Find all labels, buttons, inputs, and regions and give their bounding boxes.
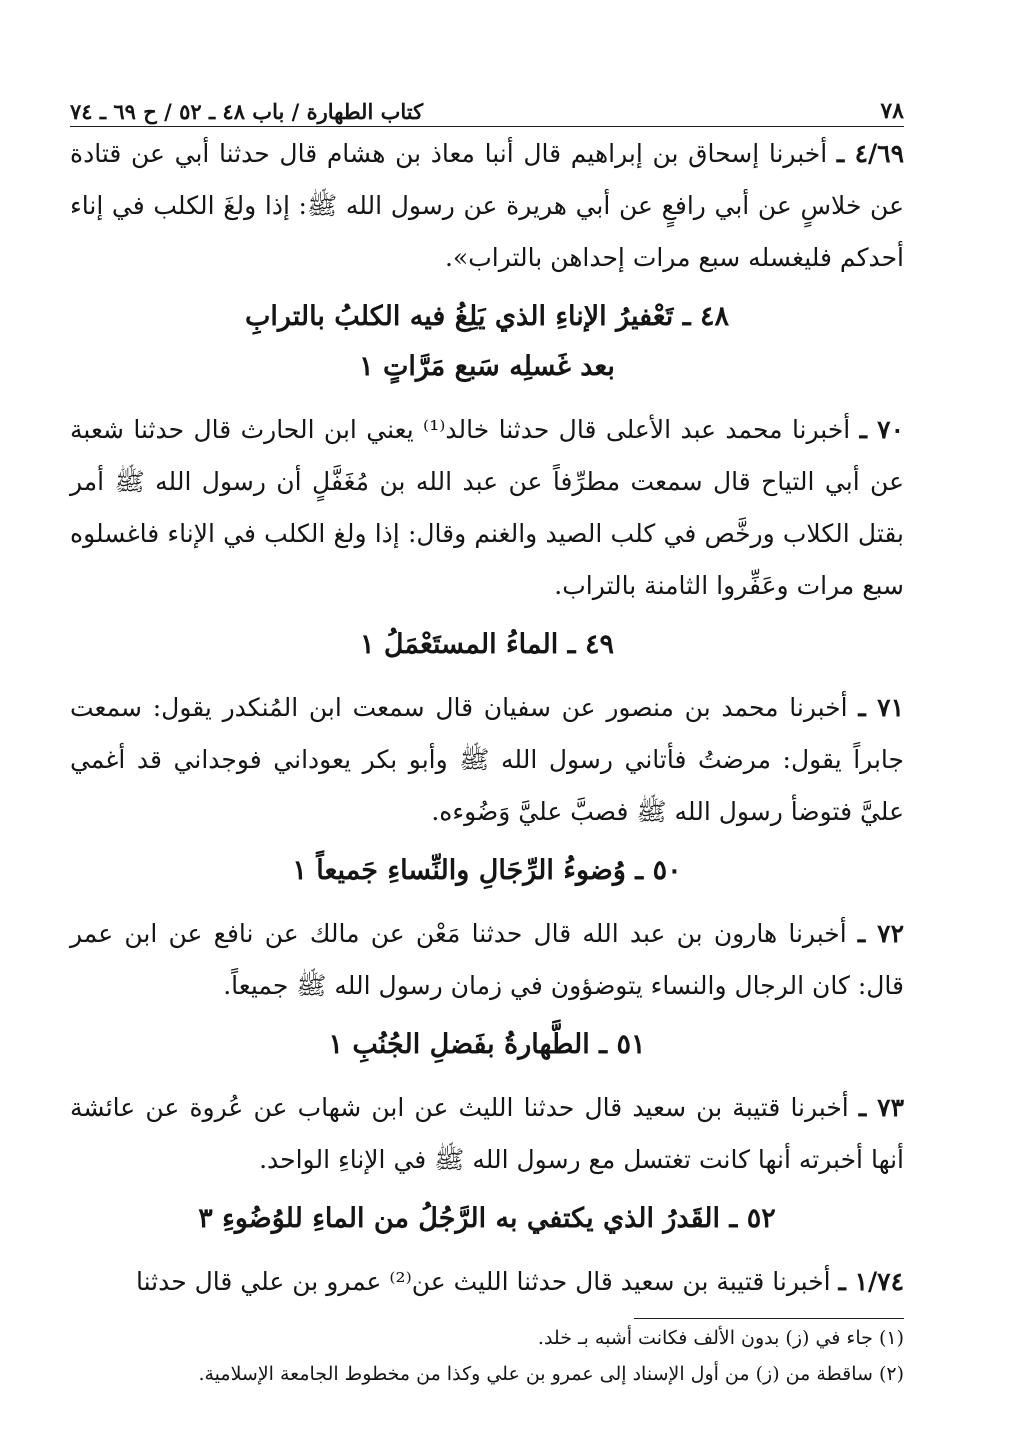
chapter-heading-48 bbox=[70, 292, 904, 392]
hadith-73 bbox=[70, 1082, 904, 1186]
page-number: ٧٨ bbox=[880, 98, 904, 124]
hadith-text: أخبرنا إسحاق بن إبراهيم قال أنبا معاذ بن هشام قال حدثنا أبي عن قتادة عن خلاسٍ عن أبي رافعٍ عن أبي هريرة عن رسول الله ﷺ: إذا ولغَ الكلب في إناء أحدكم فليغسله سبع مرات إحداهن بالتراب». bbox=[70, 139, 904, 272]
hadith-number: ٧٣ ـ bbox=[858, 1093, 904, 1122]
running-header bbox=[70, 88, 904, 127]
footnote-1: (١) جاء في (ز) بدون الألف فكانت أشبه بـ خلد. bbox=[537, 1327, 904, 1349]
hadith-69 bbox=[70, 128, 904, 284]
hadith-text: أخبرنا قتيبة بن سعيد قال حدثنا الليث عن⁽²⁾ عمرو بن علي قال حدثنا bbox=[135, 1267, 839, 1296]
hadith-number: ٧١ ـ bbox=[858, 693, 904, 722]
hadith-text: أخبرنا محمد عبد الأعلى قال حدثنا خالد⁽¹⁾ يعني ابن الحارث قال حدثنا شعبة عن أبي التياح قال سمعت مطرِّفاً عن عبد الله بن مُغَفَّلٍ أن رسول الله ﷺ أمر بقتل الكلاب ورخَّص في كلب الصيد والغنم وقال: إذا ولغ الكلب في الإناء فاغسلوه سبع مرات وعَفِّروا الثامنة بالتراب. bbox=[70, 415, 904, 600]
chapter-heading-52 bbox=[70, 1194, 904, 1244]
chapter-heading-49 bbox=[70, 620, 904, 670]
hadith-number: ٧٢ ـ bbox=[857, 919, 905, 948]
chapter-title-line1: ٤٨ ـ تَعْفيرُ الإناءِ الذي يَلِغُ فيه الكلبُ بالترابِ bbox=[244, 301, 730, 332]
footnote-2: (٢) ساقطة من (ز) من أول الإسناد إلى عمرو بن علي وكذا من مخطوط الجامعة الإسلامية. bbox=[198, 1363, 904, 1385]
hadith-72 bbox=[70, 908, 904, 1012]
chapter-title: ٥٠ ـ وُضوءُ الرِّجَالِ والنِّساءِ جَميعاً ١ bbox=[292, 855, 682, 886]
hadith-text: أخبرنا محمد بن منصور عن سفيان قال سمعت ابن المُنكدر يقول: سمعت جابراً يقول: مرضتُ فأتاني رسول الله ﷺ وأبو بكر يعوداني فوجداني قد أغمي عليَّ فتوضأ رسول الله ﷺ فصبَّ عليَّ وَضُوءه. bbox=[70, 693, 904, 826]
chapter-title: ٥٢ ـ القَدرُ الذي يكتفي به الرَّجُلُ من الماءِ للوُضُوءِ ٣ bbox=[198, 1203, 776, 1234]
hadith-71 bbox=[70, 682, 904, 838]
hadith-70 bbox=[70, 404, 904, 612]
running-title: كتاب الطهارة / باب ٤٨ ـ ٥٢ / ح ٦٩ ـ ٧٤ bbox=[70, 99, 424, 124]
footnote-divider bbox=[634, 1318, 904, 1319]
hadith-74 bbox=[70, 1256, 904, 1308]
hadith-number: ٤/٦٩ ـ bbox=[836, 139, 905, 168]
hadith-text: أخبرنا هارون بن عبد الله قال حدثنا مَعْن عن مالك عن نافع عن ابن عمر قال: كان الرجال والنساء يتوضؤون في زمان رسول الله ﷺ جميعاً. bbox=[70, 919, 904, 1000]
footnotes bbox=[70, 1320, 904, 1392]
hadith-number: ٧٠ ـ bbox=[859, 415, 904, 444]
chapter-title: ٤٩ ـ الماءُ المستَعْمَلُ ١ bbox=[360, 629, 614, 660]
hadith-text: أخبرنا قتيبة بن سعيد قال حدثنا الليث عن ابن شهاب عن عُروة عن عائشة أنها أخبرته أنها كانت تغتسل مع رسول الله ﷺ في الإناءِ الواحد. bbox=[70, 1093, 904, 1174]
page-body bbox=[70, 128, 904, 1308]
chapter-heading-51 bbox=[70, 1020, 904, 1070]
chapter-heading-50 bbox=[70, 846, 904, 896]
hadith-number: ١/٧٤ ـ bbox=[838, 1267, 904, 1296]
chapter-title-line2: بعد غَسلِه سَبع مَرَّاتٍ ١ bbox=[359, 351, 615, 382]
chapter-title: ٥١ ـ الطَّهارةُ بفَضلِ الجُنُبِ ١ bbox=[328, 1029, 646, 1060]
